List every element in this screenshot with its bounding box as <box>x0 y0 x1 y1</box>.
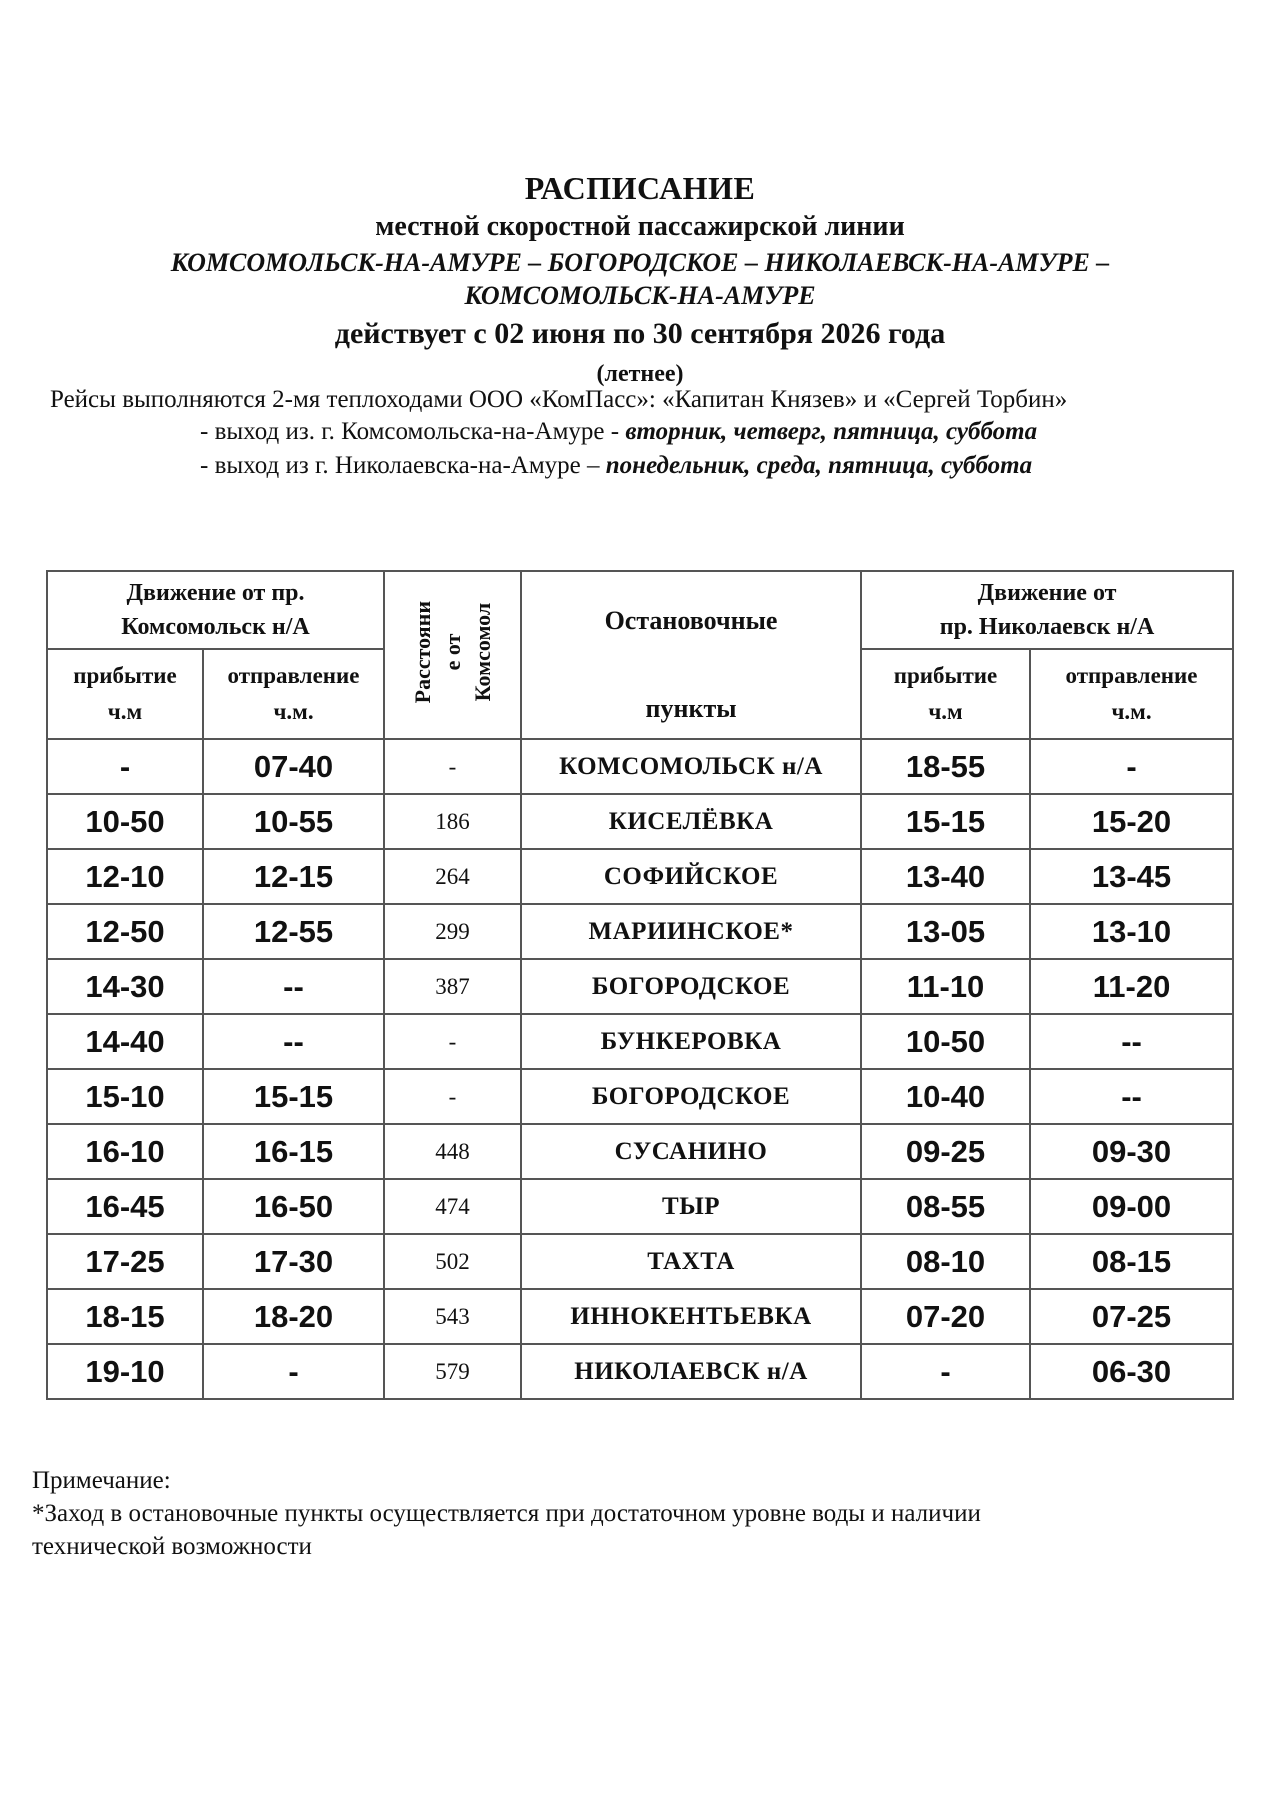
table-row <box>47 904 1233 959</box>
left-departure-cell: -- <box>203 1014 384 1069</box>
departure-nikolaevsk <box>200 450 1032 482</box>
right-arrival-cell: 15-15 <box>861 794 1030 849</box>
stop-name-cell: БОГОРОДСКОЕ <box>521 1069 861 1124</box>
table-row <box>47 1124 1233 1179</box>
left-arrival-cell: 10-50 <box>47 794 203 849</box>
header-distance-line2: е от <box>439 633 465 671</box>
header-right-departure-label: отправление <box>1065 663 1198 688</box>
right-arrival-cell: 13-40 <box>861 849 1030 904</box>
left-departure-cell: 15-15 <box>203 1069 384 1124</box>
header-left-departure-unit: ч.м. <box>273 699 314 724</box>
left-arrival-cell: 16-10 <box>47 1124 203 1179</box>
right-departure-cell: 11-20 <box>1030 959 1233 1014</box>
footnote <box>32 1464 981 1563</box>
validity-period: действует с 02 июня по 30 сентября 2026 года <box>334 317 946 350</box>
header-distance <box>384 571 521 739</box>
footnote-title: Примечание: <box>32 1467 171 1494</box>
header-left-arrival-label: прибытие <box>73 663 177 688</box>
left-arrival-cell: 12-10 <box>47 849 203 904</box>
right-departure-cell: -- <box>1030 1014 1233 1069</box>
distance-cell: - <box>384 1014 521 1069</box>
header-right-arrival <box>861 649 1030 739</box>
left-arrival-cell: 17-25 <box>47 1234 203 1289</box>
table-row <box>47 1014 1233 1069</box>
right-departure-cell: - <box>1030 739 1233 794</box>
distance-cell: - <box>384 739 521 794</box>
right-arrival-cell: 08-55 <box>861 1179 1030 1234</box>
stop-name-cell: БОГОРОДСКОЕ <box>521 959 861 1014</box>
distance-cell: 264 <box>384 849 521 904</box>
table-row <box>47 959 1233 1014</box>
season-label: (летнее) <box>596 361 684 387</box>
table-row <box>47 1344 1233 1399</box>
header-from-nikolaevsk-line2: пр. Николаевск н/А <box>939 614 1155 640</box>
right-arrival-cell: 07-20 <box>861 1289 1030 1344</box>
distance-cell: 543 <box>384 1289 521 1344</box>
right-departure-cell: 13-45 <box>1030 849 1233 904</box>
distance-cell: 474 <box>384 1179 521 1234</box>
header-distance-line3: Комсомол <box>469 602 495 702</box>
left-departure-cell: 16-50 <box>203 1179 384 1234</box>
left-departure-cell: 18-20 <box>203 1289 384 1344</box>
stop-name-cell: ТАХТА <box>521 1234 861 1289</box>
right-arrival-cell: 11-10 <box>861 959 1030 1014</box>
header-right-arrival-label: прибытие <box>893 663 998 688</box>
distance-cell: 448 <box>384 1124 521 1179</box>
stop-name-cell: СУСАНИНО <box>521 1124 861 1179</box>
left-arrival-cell: 15-10 <box>47 1069 203 1124</box>
left-departure-cell: -- <box>203 959 384 1014</box>
header-distance-text <box>408 601 498 703</box>
right-arrival-cell: 10-50 <box>861 1014 1030 1069</box>
distance-cell: 579 <box>384 1344 521 1399</box>
right-departure-cell: 09-00 <box>1030 1179 1233 1234</box>
footnote-line-1: *Заход в остановочные пункты осуществляется при достаточном уровне воды и наличии <box>32 1500 981 1527</box>
route-line-1: КОМСОМОЛЬСК-НА-АМУРЕ – БОГОРОДСКОЕ – НИКОЛАЕВСК-НА-АМУРЕ – <box>170 248 1110 277</box>
distance-cell: 502 <box>384 1234 521 1289</box>
stop-name-cell: СОФИЙСКОЕ <box>521 849 861 904</box>
header-left-arrival-unit: ч.м <box>107 699 143 724</box>
table-row <box>47 739 1233 794</box>
table-row <box>47 1069 1233 1124</box>
header-stops-line1: Остановочные <box>604 606 778 635</box>
left-arrival-cell: 12-50 <box>47 904 203 959</box>
header-right-departure <box>1030 649 1233 739</box>
right-departure-cell: 06-30 <box>1030 1344 1233 1399</box>
stop-name-cell: КОМСОМОЛЬСК н/А <box>521 739 861 794</box>
stop-name-cell: ТЫР <box>521 1179 861 1234</box>
document-subtitle: местной скоростной пассажирской линии <box>375 211 905 242</box>
right-arrival-cell: 18-55 <box>861 739 1030 794</box>
document-header <box>0 168 1280 392</box>
right-arrival-cell: 10-40 <box>861 1069 1030 1124</box>
left-arrival-cell: 14-40 <box>47 1014 203 1069</box>
header-from-komsomolsk <box>47 571 384 649</box>
header-from-komsomolsk-line2: Комсомольск н/А <box>121 614 310 640</box>
left-departure-cell: 07-40 <box>203 739 384 794</box>
left-departure-cell: - <box>203 1344 384 1399</box>
stop-name-cell: ИННОКЕНТЬЕВКА <box>521 1289 861 1344</box>
departure-nikolaevsk-prefix: - выход из г. Николаевска-на-Амуре – <box>200 452 600 479</box>
stop-name-cell: МАРИИНСКОЕ* <box>521 904 861 959</box>
table-row <box>47 1234 1233 1289</box>
document-title: РАСПИСАНИЕ <box>524 170 756 206</box>
left-departure-cell: 12-55 <box>203 904 384 959</box>
right-arrival-cell: 08-10 <box>861 1234 1030 1289</box>
header-right-arrival-unit: ч.м <box>928 699 963 724</box>
left-arrival-cell: 14-30 <box>47 959 203 1014</box>
header-stops-line2: пункты <box>645 694 737 723</box>
right-arrival-cell: 09-25 <box>861 1124 1030 1179</box>
departure-komsomolsk-prefix: - выход из. г. Комсомольска-на-Амуре - <box>200 418 620 445</box>
left-departure-cell: 16-15 <box>203 1124 384 1179</box>
stop-name-cell: КИСЕЛЁВКА <box>521 794 861 849</box>
header-left-departure <box>203 649 384 739</box>
right-arrival-cell: - <box>861 1344 1030 1399</box>
left-departure-cell: 12-15 <box>203 849 384 904</box>
table-row <box>47 849 1233 904</box>
header-left-arrival <box>47 649 203 739</box>
left-departure-cell: 10-55 <box>203 794 384 849</box>
table-row <box>47 794 1233 849</box>
right-arrival-cell: 13-05 <box>861 904 1030 959</box>
table-row <box>47 1179 1233 1234</box>
left-arrival-cell: - <box>47 739 203 794</box>
departure-komsomolsk <box>200 416 1037 448</box>
right-departure-cell: 15-20 <box>1030 794 1233 849</box>
header-right-departure-unit: ч.м. <box>1111 699 1152 724</box>
header-from-nikolaevsk-line1: Движение от <box>977 580 1117 606</box>
header-left-departure-label: отправление <box>227 663 360 688</box>
distance-cell: 299 <box>384 904 521 959</box>
right-departure-cell: 09-30 <box>1030 1124 1233 1179</box>
departure-nikolaevsk-days: понедельник, среда, пятница, суббота <box>605 452 1033 479</box>
stop-name-cell: НИКОЛАЕВСК н/А <box>521 1344 861 1399</box>
distance-cell: 387 <box>384 959 521 1014</box>
right-departure-cell: 08-15 <box>1030 1234 1233 1289</box>
right-departure-cell: 13-10 <box>1030 904 1233 959</box>
header-from-komsomolsk-line1: Движение от пр. <box>126 580 305 606</box>
right-departure-cell: 07-25 <box>1030 1289 1233 1344</box>
distance-cell: 186 <box>384 794 521 849</box>
header-distance-line1: Расстояни <box>409 600 435 704</box>
departure-komsomolsk-days: вторник, четверг, пятница, суббота <box>625 418 1038 445</box>
left-arrival-cell: 16-45 <box>47 1179 203 1234</box>
stop-name-cell: БУНКЕРОВКА <box>521 1014 861 1069</box>
header-from-nikolaevsk <box>861 571 1233 649</box>
left-arrival-cell: 19-10 <box>47 1344 203 1399</box>
left-arrival-cell: 18-15 <box>47 1289 203 1344</box>
footnote-line-2: технической возможности <box>32 1533 312 1560</box>
header-stops <box>521 571 861 739</box>
table-row <box>47 1289 1233 1344</box>
distance-cell: - <box>384 1069 521 1124</box>
route-line-2: КОМСОМОЛЬСК-НА-АМУРЕ <box>464 281 816 310</box>
ships-info: Рейсы выполняются 2-мя теплоходами ООО «КомПасс»: «Капитан Князев» и «Сергей Торбин» <box>50 386 1068 413</box>
right-departure-cell: -- <box>1030 1069 1233 1124</box>
schedule-table <box>46 570 1234 1400</box>
left-departure-cell: 17-30 <box>203 1234 384 1289</box>
